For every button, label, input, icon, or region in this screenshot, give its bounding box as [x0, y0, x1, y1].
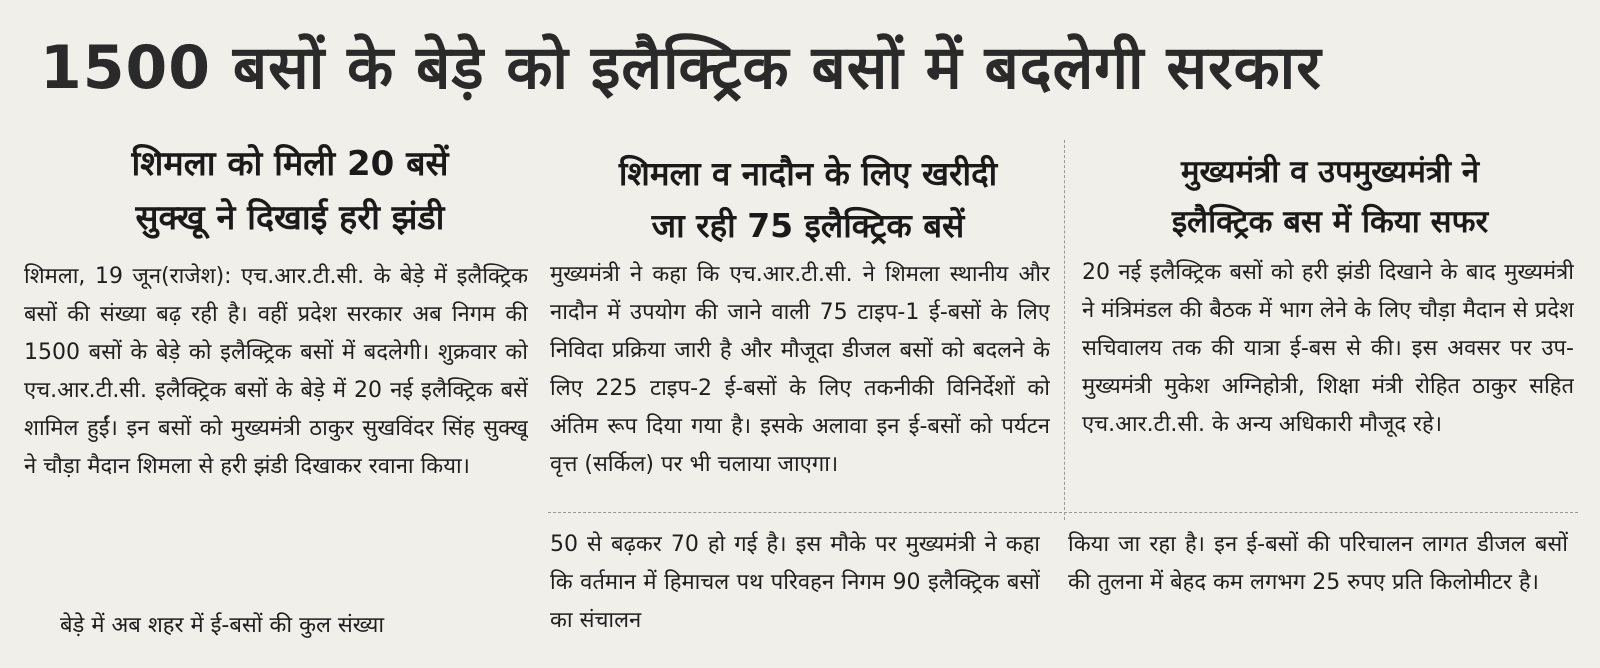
col2-subhead-line1: शिमला व नादौन के लिए खरीदी: [618, 154, 998, 193]
col1-tail: बेड़े में अब शहर में ई-बसों की कुल संख्या: [60, 613, 385, 638]
col1-body: शिमला, 19 जून(राजेश): एच.आर.टी.सी. के बेड़े में इलैक्ट्रिक बसों की संख्या बढ़ रही है। वहीं प्रदेश सरकार अब निगम की 1500 बसों के बेड़े को इलैक्ट्रिक बसों में बदलेगी। शुक्रवार को एच.आर.टी.सी. इलैक्ट्रिक बसों के बेड़े में 20 नई इलैक्ट्रिक बसें शामिल हुईं। इन बसों को मुख्यमंत्री ठाकुर सुखविंदर सिंह सुक्खू ने चौड़ा मैदान शिमला से हरी झंडी दिखाकर रवाना किया।: [24, 264, 528, 479]
col3-bottom: किया जा रहा है। इन ई-बसों की परिचालन लागत डीजल बसों की तुलना में बेहद कम लगभग 25 रुपए प्रति किलोमीटर है।: [1068, 532, 1568, 595]
col2-body: मुख्यमंत्री ने कहा कि एच.आर.टी.सी. ने शिमला स्थानीय और नादौन में उपयोग की जाने वाली 75 टाइप-1 ई-बसों के लिए निविदा प्रक्रिया जारी है और मौजूदा डीजल बसों को बदलने के लिए 225 टाइप-2 ई-बसों के लिए तकनीकी विनिर्देशों को अंतिम रूप दिया गया है। इसके अलावा इन ई-बसों को पर्यटन वृत्त (सर्किल) पर भी चलाया जाएगा।: [550, 262, 1050, 477]
headline: 1500 बसों के बेड़े को इलैक्ट्रिक बसों में बदलेगी सरकार: [40, 33, 1322, 103]
col2-subhead-line2: जा रही 75 इलैक्ट्रिक बसें: [651, 206, 965, 245]
col2-bottom: 50 से बढ़कर 70 हो गई है। इस मौके पर मुख्यमंत्री ने कहा कि वर्तमान में हिमाचल पथ परिवहन निगम 90 इलैक्ट्रिक बसों का संचालन: [550, 532, 1040, 633]
col3-subhead-line1: मुख्यमंत्री व उपमुख्यमंत्री ने: [1180, 154, 1480, 190]
col1-subhead-line2: सुक्खू ने दिखाई हरी झंडी: [135, 198, 445, 238]
column-divider-right: [1064, 140, 1065, 520]
col3-body: 20 नई इलैक्ट्रिक बसों को हरी झंडी दिखाने के बाद मुख्यमंत्री ने मंत्रिमंडल की बैठक में भाग लेने के लिए चौड़ा मैदान से प्रदेश सचिवालय तक की यात्रा ई-बस से की। इस अवसर पर उप-मुख्यमंत्री मुकेश अग्निहोत्री, शिक्षा मंत्री रोहित ठाकुर सहित एच.आर.टी.सी. के अन्य अधिकारी मौजूद रहे।: [1082, 260, 1574, 437]
section-divider: [548, 512, 1578, 513]
col1-subhead-line1: शिमला को मिली 20 बसें: [131, 144, 449, 184]
col3-subhead-line2: इलैक्ट्रिक बस में किया सफर: [1171, 204, 1489, 240]
